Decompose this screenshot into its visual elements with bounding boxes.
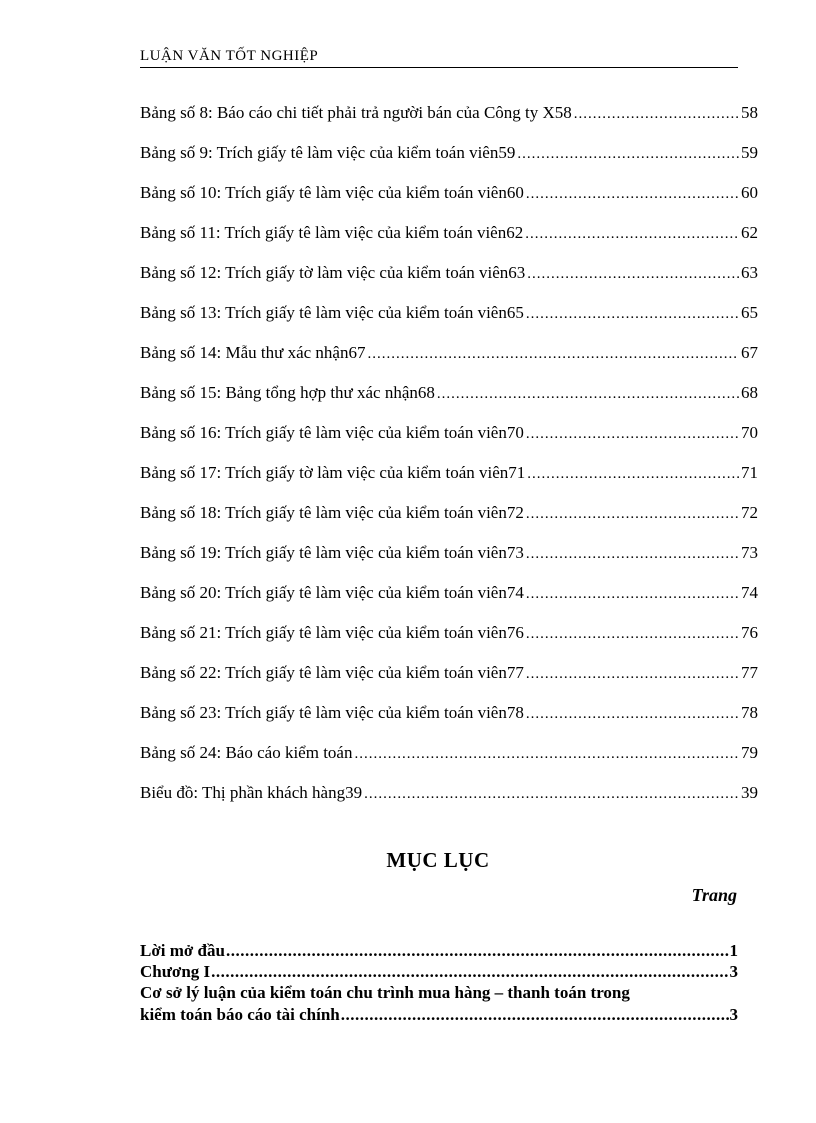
dot-leader bbox=[437, 386, 739, 403]
toc-entry-page: 3 bbox=[729, 1005, 738, 1024]
list-item[interactable] bbox=[140, 703, 758, 725]
dot-leader bbox=[526, 586, 739, 603]
toc-entry-title: Lời mở đầu bbox=[140, 941, 225, 960]
toc-entry[interactable] bbox=[140, 941, 738, 963]
dot-leader bbox=[211, 962, 728, 982]
list-item-title: Bảng số 21: Trích giấy tê làm việc của kiểm toán viên76 bbox=[140, 623, 524, 642]
list-item-title: Bảng số 18: Trích giấy tê làm việc của kiểm toán viên72 bbox=[140, 503, 524, 522]
dot-leader bbox=[526, 426, 739, 443]
list-item-title: Bảng số 20: Trích giấy tê làm việc của kiểm toán viên74 bbox=[140, 583, 524, 602]
toc-entry-title-line2: kiểm toán báo cáo tài chính bbox=[140, 1005, 340, 1024]
dot-leader bbox=[526, 546, 739, 563]
list-item-page: 60 bbox=[741, 183, 758, 202]
dot-leader bbox=[226, 941, 729, 961]
list-item[interactable] bbox=[140, 143, 758, 165]
list-item-title: Bảng số 17: Trích giấy tờ làm việc của kiểm toán viên71 bbox=[140, 463, 526, 482]
list-item-title: Bảng số 14: Mẫu thư xác nhận67 bbox=[140, 343, 366, 362]
list-item-page: 68 bbox=[741, 383, 758, 402]
list-item[interactable] bbox=[140, 223, 758, 245]
list-item-page: 72 bbox=[741, 503, 758, 522]
list-item-title: Bảng số 11: Trích giấy tê làm việc của kiểm toán viên62 bbox=[140, 223, 524, 242]
toc-entry-page: 3 bbox=[729, 962, 738, 981]
dot-leader bbox=[526, 666, 739, 683]
list-item[interactable] bbox=[140, 543, 758, 565]
toc-entry-title-line1: Cơ sở lý luận của kiểm toán chu trình mua hàng – thanh toán trong bbox=[140, 983, 630, 1002]
list-item[interactable] bbox=[140, 743, 758, 765]
list-item[interactable] bbox=[140, 663, 758, 685]
toc-entry-page: 1 bbox=[729, 941, 738, 960]
list-item[interactable] bbox=[140, 303, 758, 325]
list-item-title: Bảng số 13: Trích giấy tê làm việc của kiểm toán viên65 bbox=[140, 303, 524, 322]
list-item[interactable] bbox=[140, 623, 758, 645]
list-item-title: Bảng số 12: Trích giấy tờ làm việc của kiểm toán viên63 bbox=[140, 263, 526, 282]
dot-leader bbox=[526, 186, 739, 203]
list-item-title: Bảng số 15: Bảng tổng hợp thư xác nhận68 bbox=[140, 383, 435, 402]
list-item[interactable] bbox=[140, 503, 758, 525]
list-item[interactable] bbox=[140, 423, 758, 445]
list-item-page: 67 bbox=[741, 343, 758, 362]
list-item[interactable] bbox=[140, 463, 758, 485]
list-item-page: 74 bbox=[741, 583, 758, 602]
dot-leader bbox=[526, 626, 739, 643]
dot-leader bbox=[525, 226, 739, 243]
list-item-title: Bảng số 16: Trích giấy tê làm việc của kiểm toán viên70 bbox=[140, 423, 524, 442]
toc-entry-continuation[interactable] bbox=[140, 1005, 738, 1027]
list-item[interactable] bbox=[140, 263, 758, 285]
dot-leader bbox=[526, 706, 739, 723]
list-item[interactable] bbox=[140, 183, 758, 205]
list-item-page: 63 bbox=[741, 263, 758, 282]
list-item-title: Bảng số 8: Báo cáo chi tiết phải trả người bán của Công ty X58 bbox=[140, 103, 572, 122]
list-item-page: 76 bbox=[741, 623, 758, 642]
toc-title: MỤC LỤC bbox=[386, 848, 490, 872]
list-item[interactable] bbox=[140, 343, 758, 365]
dot-leader bbox=[526, 306, 739, 323]
dot-leader bbox=[341, 1005, 729, 1025]
running-header: LUẬN VĂN TỐT NGHIỆP bbox=[140, 48, 738, 68]
list-item-title: Bảng số 23: Trích giấy tê làm việc của kiểm toán viên78 bbox=[140, 703, 524, 722]
list-item-page: 65 bbox=[741, 303, 758, 322]
list-item[interactable] bbox=[140, 103, 758, 125]
dot-leader bbox=[527, 466, 739, 483]
list-item-page: 70 bbox=[741, 423, 758, 442]
list-item-page: 79 bbox=[741, 743, 758, 762]
list-item-title: Bảng số 24: Báo cáo kiểm toán bbox=[140, 743, 353, 762]
list-item-page: 73 bbox=[741, 543, 758, 562]
toc-page-label: Trang bbox=[691, 885, 737, 905]
list-item-title: Bảng số 19: Trích giấy tê làm việc của kiểm toán viên73 bbox=[140, 543, 524, 562]
list-item-page: 39 bbox=[741, 783, 758, 802]
list-item-page: 59 bbox=[741, 143, 758, 162]
list-item[interactable] bbox=[140, 383, 758, 405]
list-item-page: 62 bbox=[741, 223, 758, 242]
list-item-page: 77 bbox=[741, 663, 758, 682]
toc-entry[interactable] bbox=[140, 983, 738, 1003]
list-item-page: 78 bbox=[741, 703, 758, 722]
list-item[interactable] bbox=[140, 583, 758, 605]
dot-leader bbox=[526, 506, 739, 523]
list-item-title: Bảng số 9: Trích giấy tê làm việc của kiểm toán viên59 bbox=[140, 143, 516, 162]
toc-entry[interactable] bbox=[140, 962, 738, 984]
list-item-title: Bảng số 22: Trích giấy tê làm việc của kiểm toán viên77 bbox=[140, 663, 524, 682]
dot-leader bbox=[364, 786, 739, 803]
toc-entry-title: Chương I bbox=[140, 962, 211, 981]
dot-leader bbox=[517, 146, 739, 163]
list-item-title: Biểu đồ: Thị phần khách hàng39 bbox=[140, 783, 363, 802]
dot-leader bbox=[367, 346, 739, 363]
list-item-page: 58 bbox=[741, 103, 758, 122]
list-item[interactable] bbox=[140, 783, 758, 805]
list-item-page: 71 bbox=[741, 463, 758, 482]
dot-leader bbox=[527, 266, 739, 283]
list-item-title: Bảng số 10: Trích giấy tê làm việc của kiểm toán viên60 bbox=[140, 183, 524, 202]
dot-leader bbox=[574, 106, 739, 123]
dot-leader bbox=[354, 746, 739, 763]
